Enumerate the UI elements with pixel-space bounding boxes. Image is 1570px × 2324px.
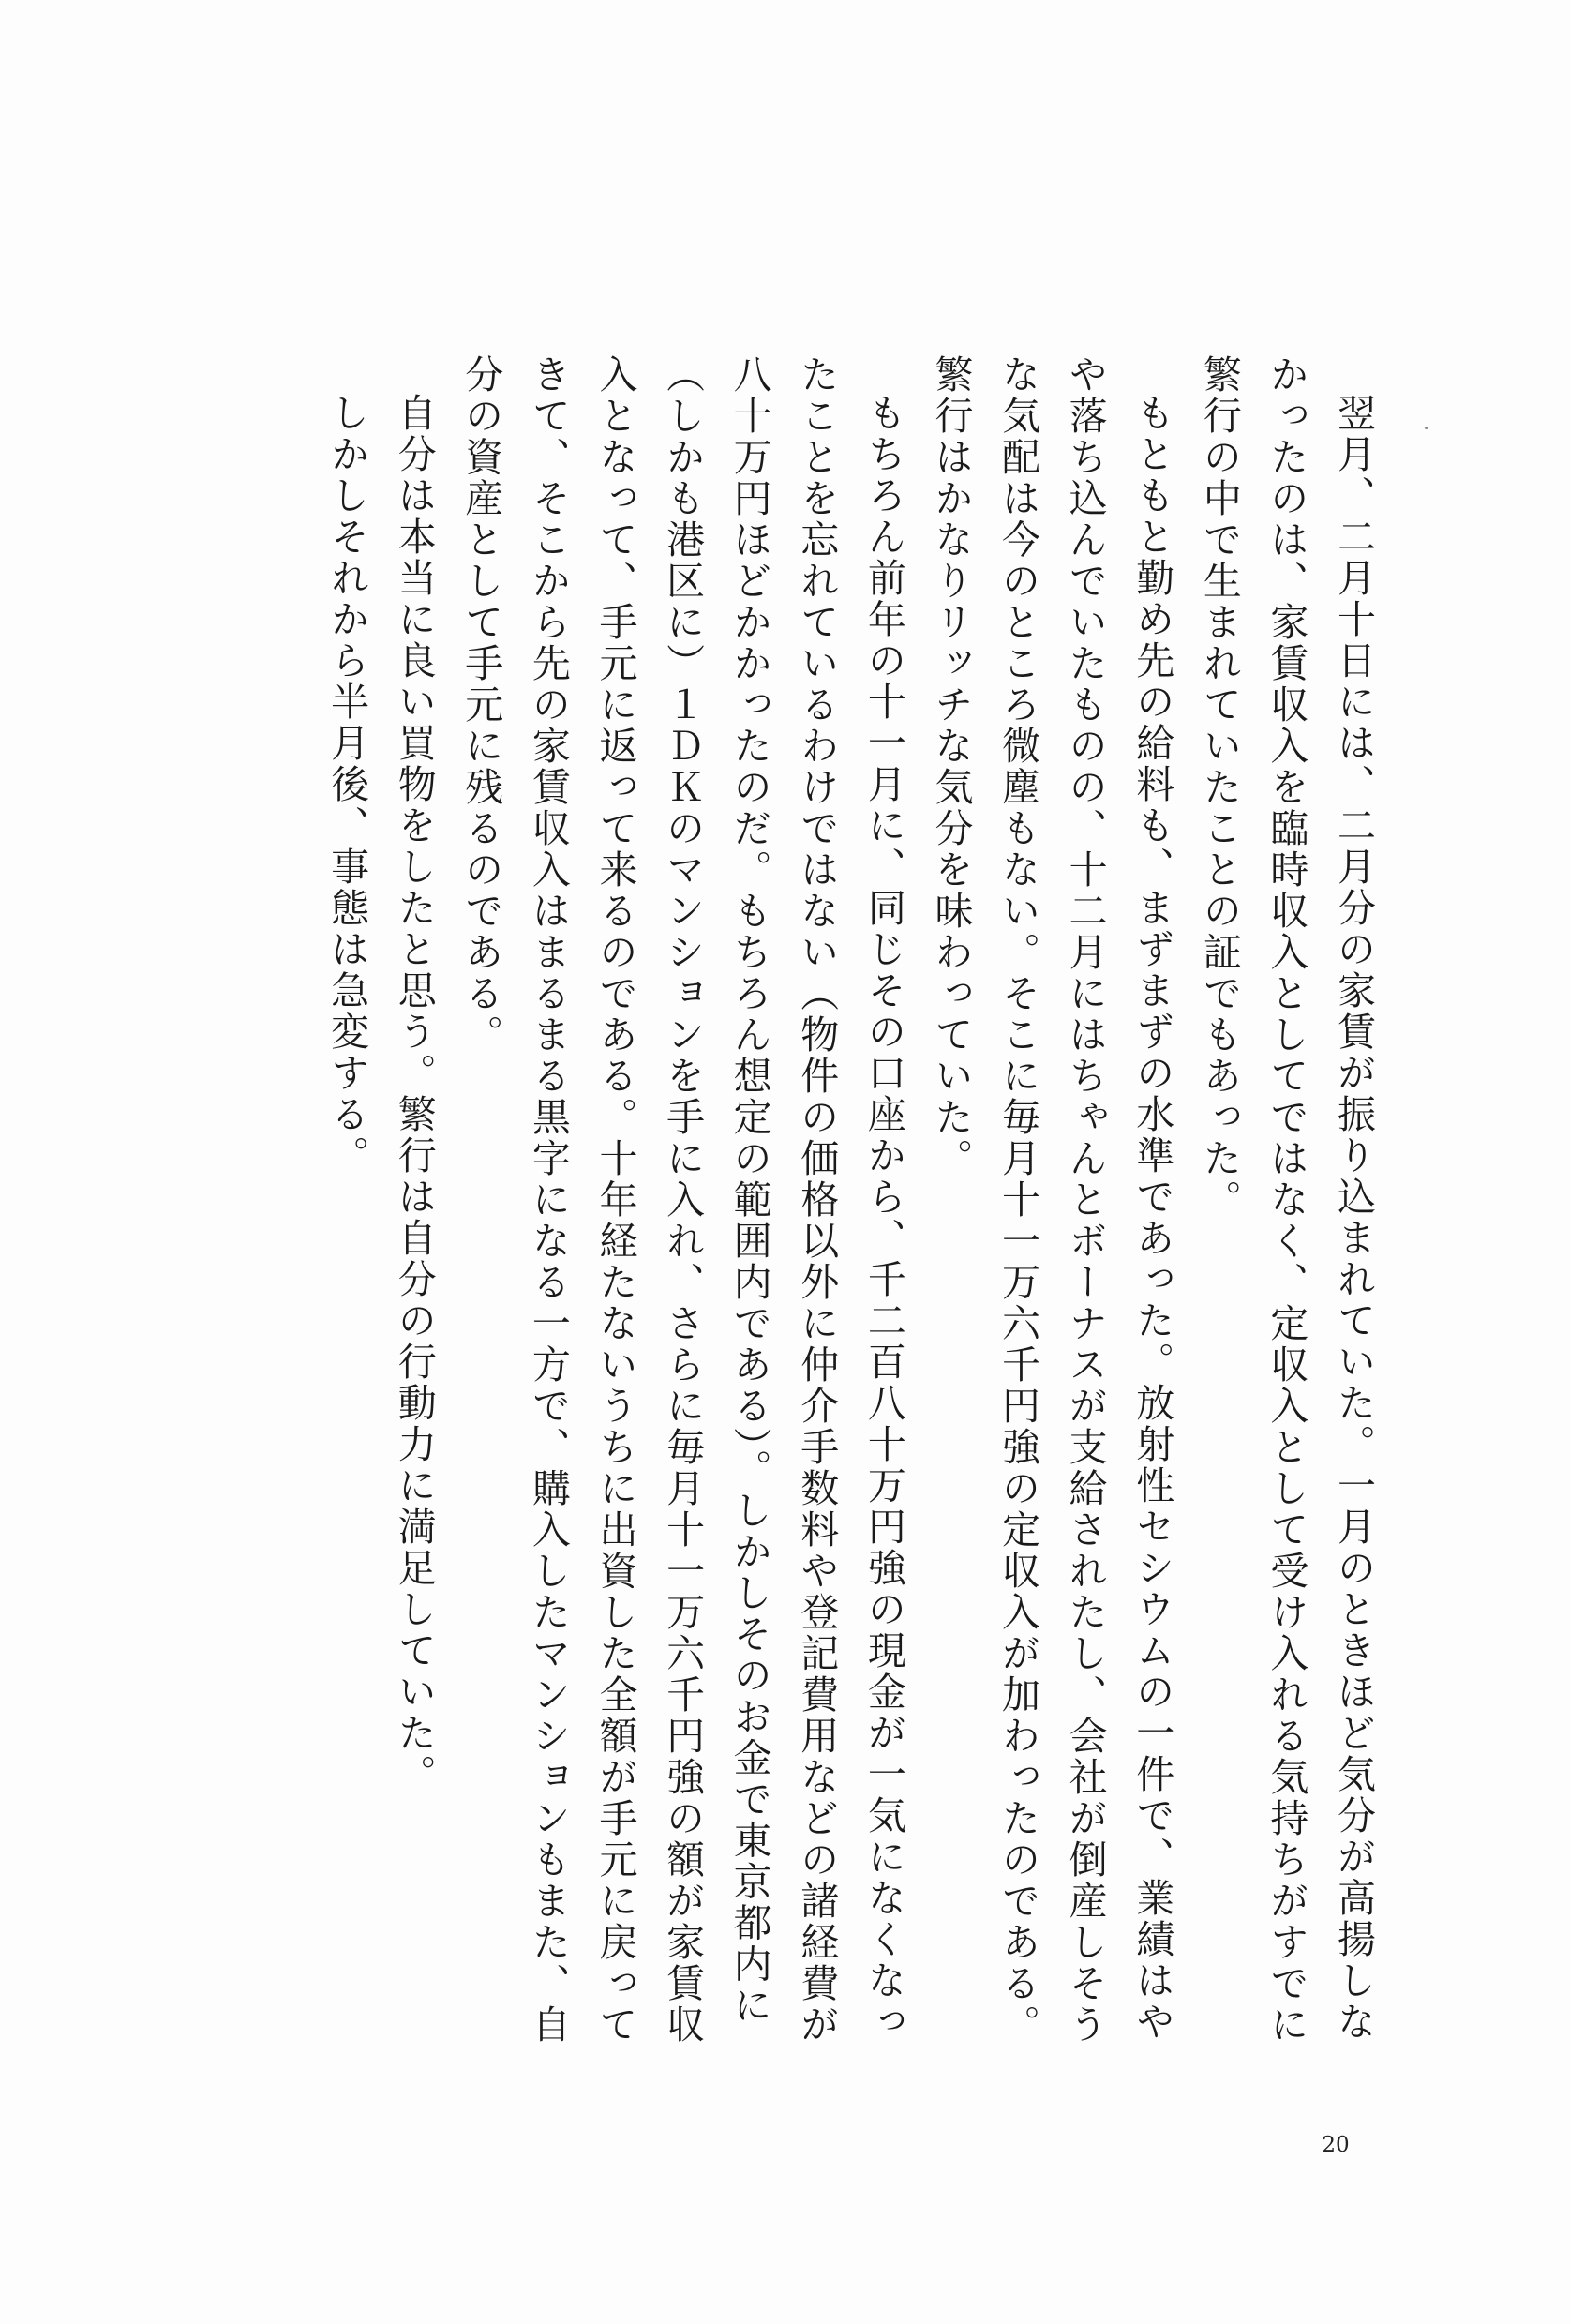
body-text [187,354,1386,2079]
scan-speck [1425,427,1428,429]
paragraph-3: もちろん前年の十一月に、同じその口座から、千二百八十万円強の現金が一気になくなったことを忘れているわけではない（物件の価格以外に仲介手数料や登記費用などの諸経費が八十万円ほどかかったのだ。もちろん想定の範囲内である）。しかしそのお金で東京都内に（しかも港区に）１ＤＫのマンションを手に入れ、さらに毎月十一万六千円強の額が家賃収入となって、手元に返って来るのである。十年経たないうちに出資した全額が手元に戻ってきて、そこから先の家賃収入はまるまる黒字になる一方で、購入したマンションもまた、自分の資産として手元に残るのである。 [458,354,906,2046]
page-number: 20 [1322,2133,1350,2157]
paragraph-4: 自分は本当に良い買物をしたと思う。繁行は自分の行動力に満足していた。 [391,393,437,1795]
paragraph-5: しかしそれから半月後、事態は急変する。 [324,393,370,1177]
paragraph-2: もともと勤め先の給料も、まずまずの水準であった。放射性セシウムの一件で、業績はやや落ち込んでいたものの、十二月にはちゃんとボーナスが支給されたし、会社が倒産しそうな気配は今のところ微塵もない。そこに毎月十一万六千円強の定収入が加わったのである。繁行はかなりリッチな気分を味わっていた。 [928,354,1175,2046]
paragraph-1: 翌月、二月十日には、二月分の家賃が振り込まれていた。一月のときほど気分が高揚しなかったのは、家賃収入を臨時収入としてではなく、定収入として受け入れる気持ちがすでに繁行の中で生まれていたことの証でもあった。 [1196,354,1376,2046]
